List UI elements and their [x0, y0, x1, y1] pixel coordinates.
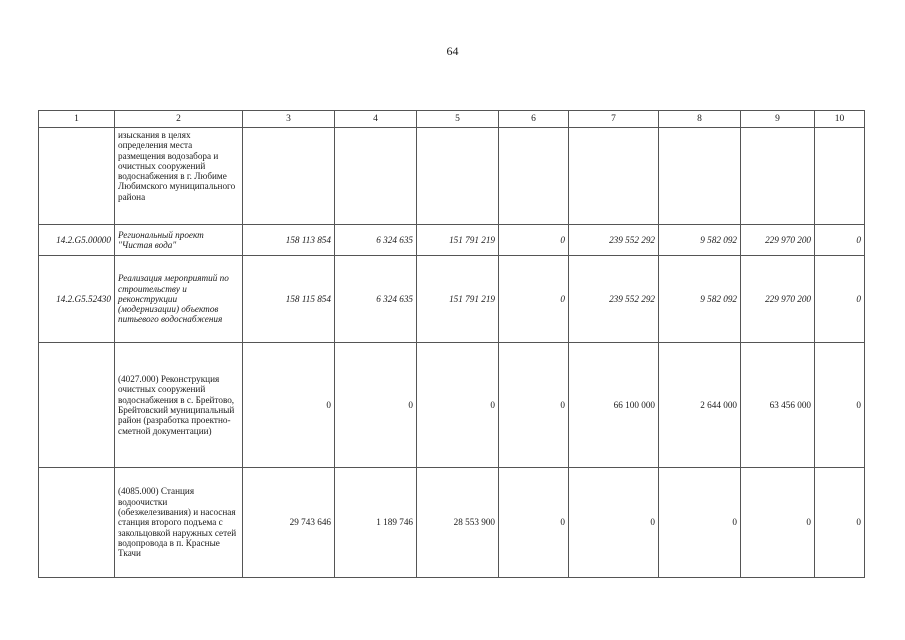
- row-value: 0: [815, 468, 865, 578]
- row-value: 29 743 646: [243, 468, 335, 578]
- row-code: 14.2.G5.52430: [39, 256, 115, 343]
- row-code: 14.2.G5.00000: [39, 225, 115, 256]
- row-name: изыскания в целях определения места размещения водозабора и очистных сооружений водоснабжения в г. Любиме Любимского муниципального района: [115, 128, 243, 225]
- row-value: 239 552 292: [569, 225, 659, 256]
- row-value: 0: [659, 468, 741, 578]
- table-header-row: [39, 111, 865, 128]
- column-header: 4: [335, 111, 417, 128]
- table-row: [39, 468, 865, 578]
- row-value: 0: [815, 343, 865, 468]
- row-value: 63 456 000: [741, 343, 815, 468]
- row-code: [39, 128, 115, 225]
- row-value: 229 970 200: [741, 225, 815, 256]
- column-header: 3: [243, 111, 335, 128]
- row-value: 1 189 746: [335, 468, 417, 578]
- row-value: 6 324 635: [335, 256, 417, 343]
- row-value: 0: [243, 343, 335, 468]
- row-value: [741, 128, 815, 225]
- row-value: 66 100 000: [569, 343, 659, 468]
- row-value: 0: [499, 225, 569, 256]
- row-name: (4027.000) Реконструкция очистных сооружений водоснабжения в с. Брейтово, Брейтовский муниципальный район (разработка проектно-сметной документации): [115, 343, 243, 468]
- column-header: 5: [417, 111, 499, 128]
- row-value: [417, 128, 499, 225]
- row-value: [659, 128, 741, 225]
- page-number: 64: [446, 44, 459, 58]
- row-value: 0: [741, 468, 815, 578]
- column-header: 10: [815, 111, 865, 128]
- row-value: 151 791 219: [417, 256, 499, 343]
- row-value: 0: [815, 256, 865, 343]
- row-code: [39, 468, 115, 578]
- row-value: [243, 128, 335, 225]
- row-name: (4085.000) Станция водоочистки (обезжелезивания) и насосная станция второго подъема с закольцовкой наружных сетей водопровода в п. Красные Ткачи: [115, 468, 243, 578]
- row-value: 6 324 635: [335, 225, 417, 256]
- table-row: [39, 343, 865, 468]
- column-header: 8: [659, 111, 741, 128]
- column-header: 9: [741, 111, 815, 128]
- row-value: [815, 128, 865, 225]
- row-value: 158 113 854: [243, 225, 335, 256]
- row-code: [39, 343, 115, 468]
- row-value: 0: [417, 343, 499, 468]
- column-header: 6: [499, 111, 569, 128]
- table-row: [39, 225, 865, 256]
- row-value: [499, 128, 569, 225]
- row-value: 151 791 219: [417, 225, 499, 256]
- column-header: 7: [569, 111, 659, 128]
- row-value: 229 970 200: [741, 256, 815, 343]
- column-header: 1: [39, 111, 115, 128]
- column-header: 2: [115, 111, 243, 128]
- row-name: Реализация мероприятий по строительству и реконструкции (модернизации) объектов питьевого водоснабжения: [115, 256, 243, 343]
- table-row: [39, 128, 865, 225]
- row-value: 2 644 000: [659, 343, 741, 468]
- row-value: 0: [499, 256, 569, 343]
- row-value: 0: [499, 343, 569, 468]
- row-value: 158 115 854: [243, 256, 335, 343]
- row-value: 239 552 292: [569, 256, 659, 343]
- budget-table: [38, 110, 865, 578]
- row-value: 0: [499, 468, 569, 578]
- row-value: [569, 128, 659, 225]
- row-value: 0: [569, 468, 659, 578]
- row-value: 0: [335, 343, 417, 468]
- row-value: 0: [815, 225, 865, 256]
- row-value: 9 582 092: [659, 225, 741, 256]
- table-row: [39, 256, 865, 343]
- row-name: Региональный проект "Чистая вода": [115, 225, 243, 256]
- row-value: 9 582 092: [659, 256, 741, 343]
- row-value: 28 553 900: [417, 468, 499, 578]
- row-value: [335, 128, 417, 225]
